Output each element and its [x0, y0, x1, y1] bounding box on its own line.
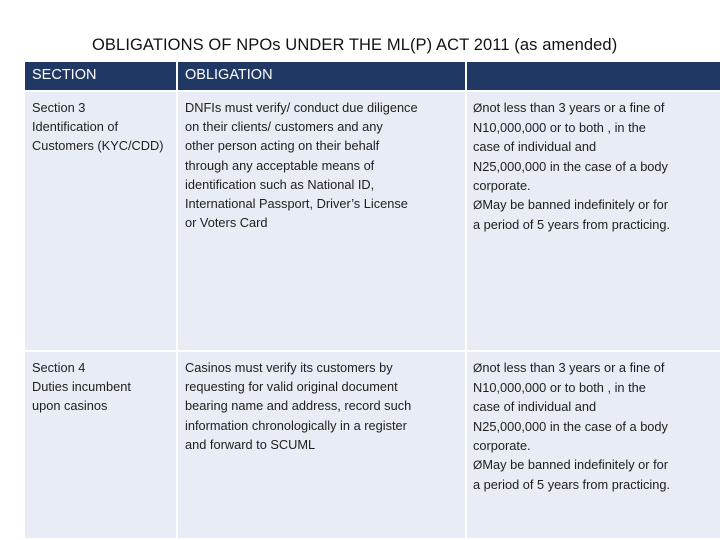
- penalty-cell: [467, 352, 720, 538]
- arrow-bullet-icon: Ø: [473, 101, 483, 115]
- penalty-bullet: [473, 358, 716, 455]
- penalty-bullet: [473, 455, 716, 494]
- table-header-row: [25, 62, 720, 90]
- penalty-text: not less than 3 years or a fine of N10,000,000 or to both , in the case of individual and N25,000,000 in the case of a body corporate.: [473, 100, 668, 193]
- column-header-section: SECTION: [25, 62, 176, 90]
- arrow-bullet-icon: Ø: [473, 198, 483, 213]
- column-header-penalty: [467, 62, 720, 90]
- page-title: OBLIGATIONS OF NPOs UNDER THE ML(P) ACT 2011 (as amended): [92, 36, 618, 54]
- obligations-table: [23, 60, 720, 540]
- table-row: [25, 92, 720, 350]
- penalty-text: May be banned indefinitely or for a period of 5 years from practicing.: [473, 197, 671, 233]
- arrow-bullet-icon: Ø: [473, 361, 483, 375]
- obligation-cell: Casinos must verify its customers by requesting for valid original document bearing name and address, record such information chronologically in a register and forward to SCUML: [178, 352, 465, 538]
- penalty-cell: [467, 92, 720, 350]
- penalty-text: May be banned indefinitely or for a period of 5 years from practicing.: [473, 457, 671, 493]
- obligation-cell: DNFIs must verify/ conduct due diligence on their clients/ customers and any other person acting on their behalf through any acceptable means of identification such as National ID, International Passport, Driver’s License or Voters Card: [178, 92, 465, 350]
- table-row: [25, 352, 720, 538]
- arrow-bullet-icon: Ø: [473, 458, 483, 473]
- penalty-text: not less than 3 years or a fine of N10,000,000 or to both , in the case of individual and N25,000,000 in the case of a body corporate.: [473, 360, 668, 453]
- penalty-bullet: [473, 195, 716, 234]
- column-header-obligation: OBLIGATION: [178, 62, 465, 90]
- penalty-bullet: [473, 98, 716, 195]
- section-cell: Section 3 Identification of Customers (KYC/CDD): [25, 92, 176, 350]
- section-cell: Section 4 Duties incumbent upon casinos: [25, 352, 176, 538]
